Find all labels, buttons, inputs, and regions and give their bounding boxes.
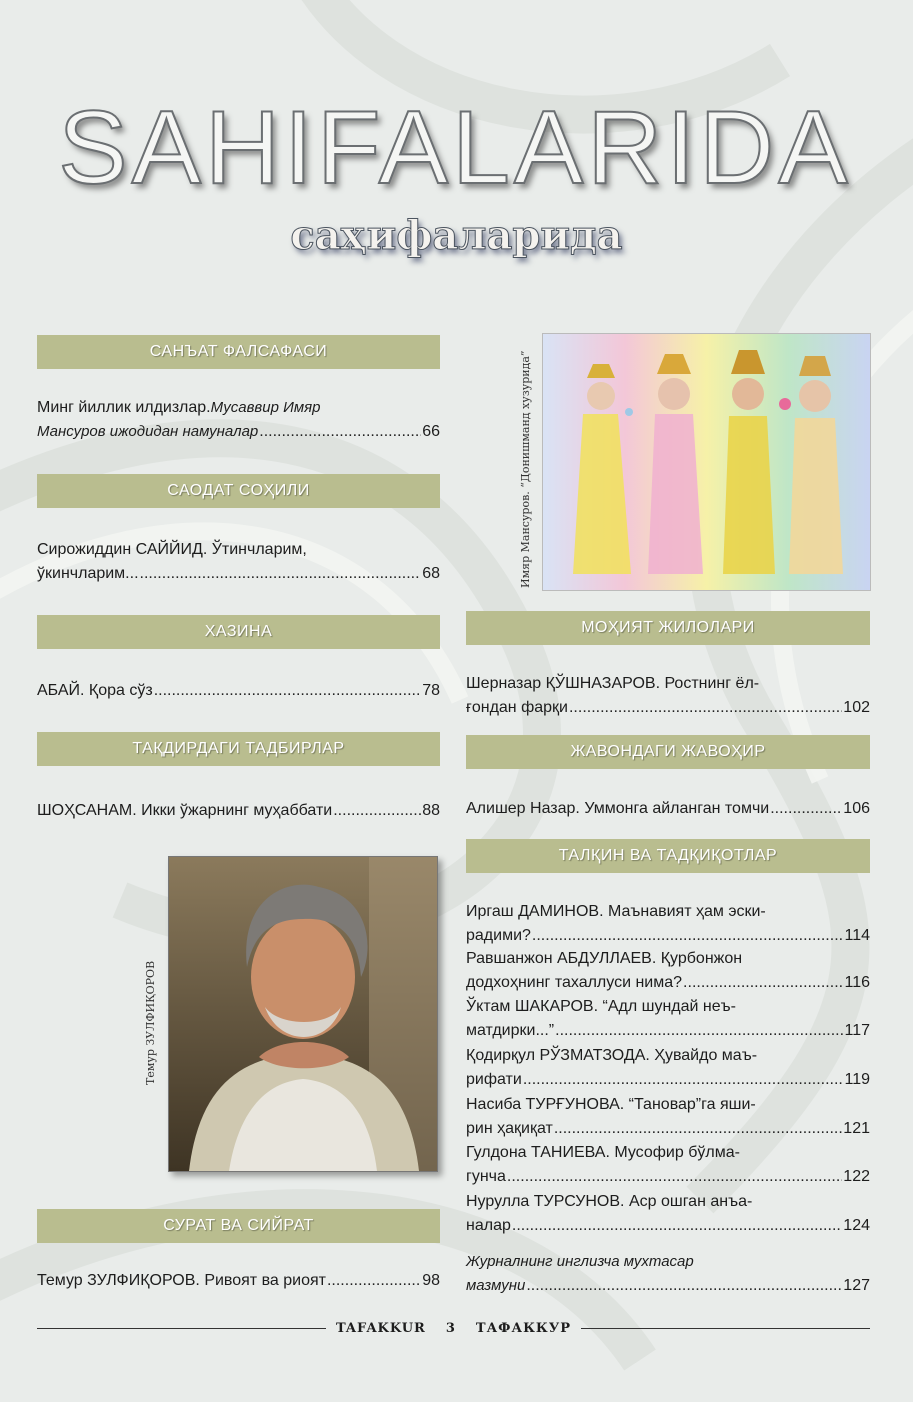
section-heading-talqin-va-tadqiqotlar: ТАЛҚИН ВА ТАДҚИҚОТЛАР: [466, 839, 870, 873]
toc-entry[interactable]: Равшанжон АБДУЛЛАЕВ. Қурбонжон додхоҳнинг тахаллуси нима? ..... 116: [466, 947, 870, 995]
page-number: 88: [422, 802, 440, 819]
footer-rule: [581, 1328, 870, 1329]
page-number: 119: [844, 1071, 870, 1088]
page-number: 66: [422, 423, 440, 440]
toc-entry[interactable]: Ўктам ШАКАРОВ. “Адл шундай неъ- матдирки...” ..... 117: [466, 995, 870, 1043]
section-heading-surat-va-siyrat: СУРАТ ВА СИЙРАТ: [37, 1209, 440, 1243]
toc-entry[interactable]: Қодирқул РЎЗМАТЗОДА. Ҳувайдо маъ- рифати ..... 119: [466, 1044, 870, 1092]
toc-entry[interactable]: Иргаш ДАМИНОВ. Маънавият ҳам эски- радими? ..... 114: [466, 900, 870, 948]
toc-entry[interactable]: Минг йиллик илдизлар. Мусаввир Имяр Мансуров ижодидан намуналар ..... 66: [37, 396, 440, 444]
footer-journal-cyrillic: ТАФАККУР: [475, 1320, 572, 1336]
toc-entry[interactable]: Нурулла ТУРСУНОВ. Аср ошган анъа- налар ..... 124: [466, 1190, 870, 1238]
page-number: 106: [843, 800, 870, 817]
section-heading-mohiyat-jilolari: МОҲИЯТ ЖИЛОЛАРИ: [466, 611, 870, 645]
painting-figures: [543, 334, 870, 590]
toc-entry[interactable]: Шерназар ҚЎШНАЗАРОВ. Ростнинг ёл- ғондан фарқи ..... 102: [466, 672, 870, 720]
toc-entry[interactable]: Сирожиддин САЙЙИД. Ўтинчларим, ўкинчларим... ..... 68: [37, 538, 440, 586]
footer-rule: [37, 1328, 326, 1329]
section-heading-taqdirdagi-tadbirlar: ТАҚДИРДАГИ ТАДБИРЛАР: [37, 732, 440, 766]
section-heading-sanat-falsafasi: САНЪАТ ФАЛСАФАСИ: [37, 335, 440, 369]
page-number: 117: [844, 1022, 870, 1039]
photo-caption: Темур ЗУЛФИҚОРОВ: [144, 960, 157, 1085]
page-number: 68: [422, 565, 440, 582]
page-number: 102: [843, 699, 870, 716]
portrait-illustration: [169, 857, 437, 1171]
page-number: 122: [843, 1168, 870, 1185]
section-heading-saodat-sohili: САОДАТ СОҲИЛИ: [37, 474, 440, 508]
toc-entry[interactable]: ШОҲСАНАМ. Икки ўжарнинг муҳаббати ..... 88: [37, 799, 440, 823]
toc-entry[interactable]: Гулдона ТАНИЕВА. Мусофир бўлма- гунча ..... 122: [466, 1141, 870, 1189]
page-number: 121: [843, 1120, 870, 1137]
toc-entry[interactable]: АБАЙ. Қора сўз ..... 78: [37, 679, 440, 703]
footer-page-number: 3: [445, 1320, 456, 1336]
footer-journal-latin: TAFAKKUR: [335, 1320, 426, 1336]
title-latin: SAHIFALARIDA: [58, 90, 852, 206]
toc-entry[interactable]: Алишер Назар. Уммонга айланган томчи ..... 106: [466, 797, 870, 821]
page-footer: [37, 1318, 870, 1338]
toc-entry[interactable]: Темур ЗУЛФИҚОРОВ. Ривоят ва риоят ..... 98: [37, 1269, 440, 1293]
title-cyrillic: саҳифаларида: [290, 212, 623, 259]
section-heading-hazina: ХАЗИНА: [37, 615, 440, 649]
page-number: 78: [422, 682, 440, 699]
page-number: 124: [843, 1217, 870, 1234]
page-number: 98: [422, 1272, 440, 1289]
page-number: 116: [844, 974, 870, 991]
painting-caption: Имяр Мансуров. “Донишманд хузурида”: [519, 350, 532, 588]
page-number: 127: [843, 1277, 870, 1294]
toc-entry[interactable]: Насиба ТУРҒУНОВА. “Тановар”га яши- рин ҳақиқат ..... 121: [466, 1093, 870, 1141]
page-number: 114: [844, 927, 870, 944]
painting-illustration: [542, 333, 871, 591]
toc-entry[interactable]: Журналнинг инглизча мухтасар мазмуни ..... 127: [466, 1250, 870, 1298]
portrait-photo: [168, 856, 438, 1172]
section-heading-javondagi-javohir: ЖАВОНДАГИ ЖАВОҲИР: [466, 735, 870, 769]
